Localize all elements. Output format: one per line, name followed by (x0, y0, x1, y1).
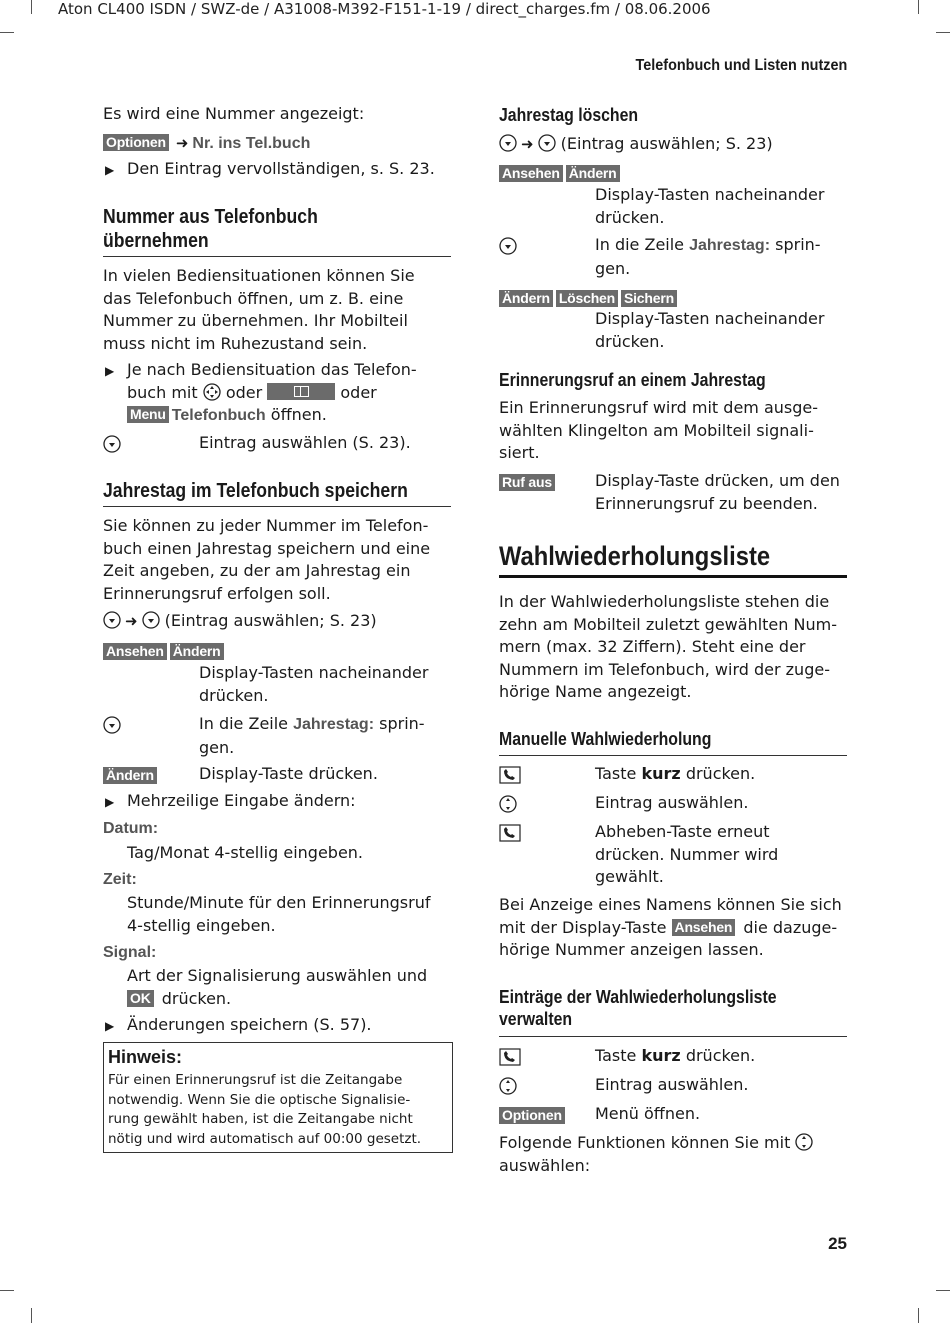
nav-step (103, 610, 377, 633)
navigation-key-icon (499, 134, 517, 152)
text-line: Display-Taste drücken, um den (595, 471, 840, 490)
step-text (199, 713, 425, 759)
heading-nummer (103, 205, 318, 253)
heading-manuelle: Manuelle Wahlwiederholung (499, 729, 712, 749)
text-line: Display-Tasten nacheinander (199, 663, 429, 682)
text-line: hörige Name angezeigt. (499, 682, 692, 701)
options-softkey[interactable]: Optionen (103, 134, 169, 151)
crop-mark (0, 1290, 14, 1291)
step-text: Eintrag auswählen. (595, 1075, 749, 1094)
bullet-text: Mehrzeilige Eingabe ändern: (127, 791, 356, 810)
text-span: oder (225, 382, 263, 402)
text-line: In vielen Bediensituationen können Sie (103, 266, 415, 285)
text-span: oder (340, 382, 377, 402)
text-line: Zeit angeben, zu der am Jahrestag ein (103, 561, 411, 580)
paragraph (499, 894, 842, 962)
text-span: kurz (641, 1046, 681, 1065)
phonebook-key-icon[interactable] (267, 383, 335, 400)
crop-mark (31, 0, 32, 14)
text-line: rung gewählt haben, ist die Zeitangabe nicht (108, 1111, 413, 1127)
text-span: Taste (595, 764, 637, 783)
text-line: Erinnerungsruf zu beenden. (595, 493, 818, 513)
heading-line: verwalten (499, 1009, 573, 1029)
softkey-row (103, 766, 160, 785)
navigation-key-icon (142, 611, 160, 629)
divider (103, 256, 451, 257)
text-line: muss nicht im Ruhezustand sein. (103, 333, 368, 353)
text-span: In die Zeile (199, 714, 289, 733)
softkey-row (499, 1106, 568, 1125)
text-span: sprin- (775, 235, 821, 254)
talk-key-icon (499, 766, 521, 784)
text-span: drücken. (161, 988, 232, 1008)
bullet-icon: ▶ (105, 795, 115, 809)
text-line (499, 917, 842, 940)
divider (499, 1036, 847, 1037)
text-line: drücken. (199, 685, 269, 705)
bullet-text (127, 359, 453, 428)
text-line: Stunde/Minute für den Erinnerungsruf (127, 893, 431, 912)
text-span: (Eintrag auswählen; S. 23) (560, 134, 773, 153)
step-text: Menü öffnen. (595, 1104, 701, 1123)
field-label: Jahrestag: (689, 237, 771, 254)
text-line (499, 1132, 813, 1155)
step-text (595, 184, 824, 229)
text-line: Erinnerungsruf erfolgen soll. (103, 583, 331, 603)
text-line: In der Wahlwiederholungsliste stehen die (499, 592, 830, 611)
step-text: Eintrag auswählen. (595, 793, 749, 812)
paragraph (499, 591, 837, 704)
paragraph (499, 1132, 813, 1177)
field-label: Signal: (103, 944, 157, 961)
field-text (127, 892, 430, 937)
text-line: 4-stellig eingeben. (127, 915, 276, 935)
step-text (595, 821, 778, 889)
heading-line: übernehmen (103, 230, 209, 252)
navigation-key-icon (499, 795, 517, 813)
text-line (127, 404, 453, 428)
field-text: Tag/Monat 4-stellig eingeben. (127, 843, 364, 862)
text-span: drücken. (685, 764, 756, 783)
chapter-title: Wahlwiederholungsliste (499, 541, 771, 571)
talk-key-icon (499, 824, 521, 842)
crop-mark (918, 1308, 919, 1323)
bullet-icon: ▶ (105, 1019, 115, 1033)
text-line: hörige Nummer anzeigen lassen. (499, 940, 764, 959)
text-line: Display-Tasten nacheinander (595, 309, 825, 328)
crop-mark (918, 0, 919, 14)
crop-mark (936, 1290, 950, 1291)
heading-line: Einträge der Wahlwiederholungsliste (499, 987, 777, 1007)
ansehen-softkey[interactable]: Ansehen (672, 919, 736, 936)
text-line: das Telefonbuch öffnen, um z. B. eine (103, 288, 404, 308)
text-line: auswählen: (499, 1155, 591, 1175)
text-line: Je nach Bediensituation das Telefon- (127, 360, 417, 379)
running-head: Aton CL400 ISDN / SWZ-de / A31008-M392-F151-1-19 / direct_charges.fm / 08.06.2006 (58, 0, 711, 18)
navigation-key-icon (103, 716, 121, 734)
paragraph (103, 515, 430, 605)
field-label: Jahrestag: (293, 716, 375, 733)
navigation-key-icon (795, 1133, 813, 1151)
divider (499, 755, 847, 756)
navigation-key-icon (538, 134, 556, 152)
text-span: buch mit (127, 382, 198, 402)
step-text (595, 470, 840, 515)
text-line (595, 234, 821, 258)
step-options (103, 132, 310, 156)
step-text: Eintrag auswählen (S. 23). (199, 433, 411, 452)
heading-jahrestag: Jahrestag im Telefonbuch speichern (103, 480, 408, 502)
text-line: drücken. Nummer wird (595, 844, 779, 864)
options-softkey[interactable]: Optionen (499, 1107, 565, 1124)
bullet-icon: ▶ (105, 163, 115, 177)
step-text (199, 662, 428, 707)
text-span: (Eintrag auswählen; S. 23) (164, 611, 377, 630)
chapter-divider (499, 575, 847, 578)
arrow-right-icon: ➜ (175, 134, 189, 152)
note-box (103, 1042, 453, 1153)
text-line: gen. (595, 258, 631, 278)
section-title: Telefonbuch und Listen nutzen (635, 57, 847, 74)
arrow-right-icon: ➜ (125, 612, 138, 630)
bullet-icon: ▶ (105, 364, 115, 378)
heading-eintraege (499, 986, 777, 1030)
navigation-key-icon (499, 237, 517, 255)
text-line: notwendig. Wenn Sie die optische Signalisie- (108, 1091, 411, 1108)
note-text (108, 1071, 421, 1149)
paragraph (103, 265, 415, 355)
heading-jahrestag-loeschen: Jahrestag löschen (499, 105, 639, 125)
divider (103, 506, 451, 507)
text-line (127, 988, 427, 1011)
text-line: Für einen Erinnerungsruf ist die Zeitangabe (108, 1072, 403, 1088)
ruf-aus-softkey[interactable]: Ruf aus (499, 474, 555, 491)
text-line (127, 382, 453, 405)
crop-mark (0, 32, 14, 33)
step-text (595, 763, 755, 786)
text-line: gen. (199, 737, 235, 757)
softkey-row (499, 289, 680, 308)
menu-item-label: Telefonbuch (171, 407, 266, 424)
navigation-key-icon (499, 1077, 517, 1095)
crop-mark (31, 1308, 32, 1323)
text-line: drücken. (595, 207, 665, 227)
bullet-text: Änderungen speichern (S. 57). (127, 1015, 372, 1034)
ok-softkey[interactable]: OK (127, 990, 154, 1007)
text-span: sprin- (379, 714, 425, 733)
text-line: wählten Klingelton am Mobilteil signali- (499, 420, 814, 440)
text-line: Sie können zu jeder Nummer im Telefon- (103, 516, 429, 535)
menu-softkey[interactable]: Menu (127, 406, 169, 423)
text-line: zehn am Mobilteil zuletzt gewählten Num- (499, 614, 837, 634)
arrow-right-icon: ➜ (521, 135, 534, 153)
text-line: gewählt. (595, 867, 664, 886)
text-span: drücken. (685, 1046, 756, 1065)
step-text: Display-Taste drücken. (199, 764, 378, 783)
softkey-row (103, 642, 227, 661)
softkey-row (499, 473, 558, 492)
text-line: mern (max. 32 Ziffern). Steht eine der (499, 637, 806, 656)
step-text (595, 1045, 755, 1068)
text-line: siert. (499, 443, 540, 462)
field-text (127, 965, 427, 1010)
text-span: Taste (595, 1046, 637, 1065)
text-span: In die Zeile (595, 235, 685, 254)
intro-text: Es wird eine Nummer angezeigt: (103, 104, 365, 123)
heading-line: Nummer aus Telefonbuch (103, 206, 318, 228)
text-span: die dazuge- (743, 917, 838, 937)
navigation-key-icon (103, 435, 121, 453)
text-line: Display-Tasten nacheinander (595, 185, 825, 204)
text-line: Art der Signalisierung auswählen und (127, 966, 428, 985)
text-line: Abheben-Taste erneut (595, 822, 770, 841)
paragraph (499, 397, 818, 465)
text-span: Folgende Funktionen können Sie mit (499, 1133, 791, 1152)
nav-step (499, 133, 773, 156)
text-line: Nummern im Telefonbuch, wird der zuge- (499, 659, 830, 679)
crop-mark (936, 32, 950, 33)
step-text (595, 308, 824, 353)
field-label: Zeit: (103, 871, 137, 888)
text-span: mit der Display-Taste (499, 917, 667, 937)
text-line (199, 713, 425, 737)
navigation-key-icon (203, 383, 221, 401)
aendern-softkey[interactable]: Ändern (499, 290, 553, 307)
text-line: Ein Erinnerungsruf wird mit dem ausge- (499, 398, 819, 417)
page-number: 25 (828, 1234, 847, 1253)
field-label: Datum: (103, 820, 159, 837)
ansehen-softkey[interactable]: Ansehen (103, 643, 167, 660)
softkey-row (499, 164, 623, 183)
text-line: drücken. (595, 331, 665, 351)
loeschen-softkey[interactable]: Löschen (556, 290, 618, 307)
sichern-softkey[interactable]: Sichern (621, 290, 677, 307)
note-title: Hinweis: (108, 1047, 183, 1067)
ansehen-softkey[interactable]: Ansehen (499, 165, 563, 182)
bullet-text: Den Eintrag vervollständigen, s. S. 23. (127, 159, 435, 178)
heading-erinnerungsruf: Erinnerungsruf an einem Jahrestag (499, 370, 766, 390)
aendern-softkey[interactable]: Ändern (566, 165, 620, 182)
text-line: nötig und wird automatisch auf 00:00 gesetzt. (108, 1130, 422, 1147)
aendern-softkey[interactable]: Ändern (170, 643, 224, 660)
text-span: öffnen. (270, 405, 327, 424)
text-line: buch einen Jahrestag speichern und eine (103, 538, 431, 558)
step-text (595, 234, 821, 280)
text-line: Nummer zu übernehmen. Ihr Mobilteil (103, 311, 408, 330)
talk-key-icon (499, 1048, 521, 1066)
menu-item-label: Nr. ins Tel.buch (192, 135, 311, 152)
text-span: kurz (641, 764, 681, 783)
aendern-softkey[interactable]: Ändern (103, 767, 157, 784)
text-line: Bei Anzeige eines Namens können Sie sich (499, 895, 842, 914)
navigation-key-icon (103, 611, 121, 629)
